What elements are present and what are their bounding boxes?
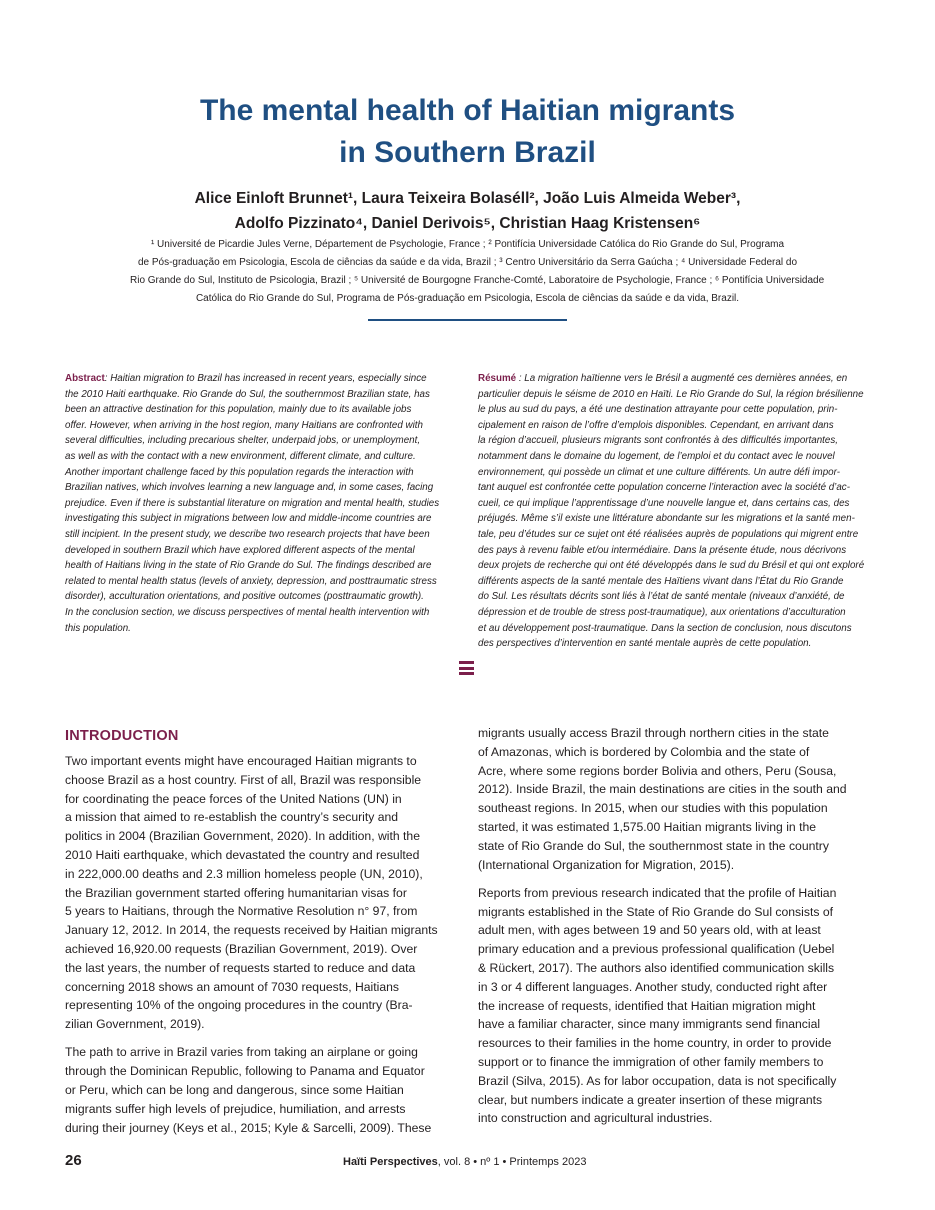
journal-footer: [343, 1156, 586, 1168]
authors-line-1: Alice Einloft Brunnet¹, Laura Teixeira Bolaséll², João Luis Almeida Weber³,: [194, 190, 741, 207]
resume-line: deux projets de recherche qui ont été développés dans le sud du Brésil et qui ont exploré: [478, 560, 865, 572]
journal-issue: , vol. 8 • nº 1 • Printemps 2023: [437, 1156, 587, 1168]
abstract-line: been an attractive destination for this population, mainly due to its available jobs: [65, 404, 412, 416]
body-line: started, it was estimated 1,575.00 Haitian migrants living in the: [478, 819, 817, 834]
abstract-line: offer. However, when arriving in the host region, many Haitians are confronted with: [65, 419, 423, 431]
resume-line: tant auquel est confrontée cette population concerne l’interaction avec la société d’ac-: [478, 482, 850, 494]
resume-line: [478, 371, 873, 387]
body-line: Two important events might have encouraged Haitian migrants to: [65, 754, 417, 768]
resume-line: la région d’accueil, plusieurs migrants sont confrontés à des difficultés importantes,: [478, 435, 838, 447]
body-line: of Amazonas, which is bordered by Colombia and the state of: [478, 744, 810, 759]
body-line: The path to arrive in Brazil varies from taking an airplane or going: [65, 1045, 418, 1060]
title-divider: [368, 319, 567, 321]
abstract-french: [478, 371, 873, 652]
abstract-line: developed in southern Brazil which have explored different aspects of the mental: [65, 544, 415, 556]
body-column-left: [65, 752, 460, 1137]
resume-line: dépression et de trouble de stress post-traumatique), aux orientations d’acculturation: [478, 606, 846, 618]
body-line: Brazil (Silva, 2015). As for labor occupation, data is not specifically: [478, 1073, 837, 1088]
affiliation-line: Rio Grande do Sul, Instituto de Psicologia, Brazil ; ⁵ Université de Bourgogne Franche-Comté, Laboratoire de Psychologie, France ; ⁶ Pontifícia Universidade: [130, 275, 825, 286]
resume-line: notamment dans le domaine du logement, de l’emploi et du contact avec le nouvel: [478, 450, 835, 462]
resume-line: des pays à revenu faible et/ou intermédiaire. Dans la présente étude, nous décrivons: [478, 544, 847, 556]
body-line: a mission that aimed to re-establish the country’s security and: [65, 810, 399, 825]
body-line: Acre, where some regions border Bolivia and others, Peru (Sousa,: [478, 763, 837, 778]
body-line: the increase of requests, identified that Haitian migration might: [478, 998, 816, 1013]
body-line: the last years, the number of requests started to reduce and data: [65, 960, 416, 975]
abstract-line: health of Haitians living in the state of Rio Grande do Sul. The findings described are: [65, 560, 432, 572]
abstract-label: Abstract: [65, 373, 105, 384]
resume-line: le plus au sud du pays, a été une destination attrayante pour cette population, prin-: [478, 404, 838, 416]
affiliation-line: ¹ Université de Picardie Jules Verne, Département de Psychologie, France ; ² Pontifícia Universidade Católica do Rio Grande do Sul, Programa: [150, 239, 785, 250]
body-line: concerning 2018 shows an amount of 7030 requests, Haitians: [65, 979, 400, 994]
title-line-1: The mental health of Haitian migrants: [199, 94, 736, 127]
abstract-line: still incipient. In the present study, we describe two research projects that have been: [65, 528, 430, 540]
resume-line: tale, peu d’études sur ce sujet ont été réalisées auprès de populations qui migrent entre: [478, 528, 859, 540]
abstract-line: this population.: [65, 622, 131, 634]
body-line: representing 10% of the ongoing procedures in the country (Bra-: [65, 998, 413, 1013]
resume-line: préjugés. Même s’il existe une littérature abondante sur les migrations et la santé men-: [478, 513, 855, 525]
menu-lines-icon: [459, 661, 474, 675]
body-column-right: [478, 724, 873, 1128]
authors-line-2: Adolfo Pizzinato⁴, Daniel Derivois⁵, Christian Haag Kristensen⁶: [234, 215, 701, 232]
article-title: [0, 90, 935, 174]
body-line: clear, but numbers indicate a greater insertion of these migrants: [478, 1092, 823, 1107]
abstract-english: [65, 371, 460, 636]
body-line: in 3 or 4 different languages. Another study, conducted right after: [478, 979, 828, 994]
body-line: 2012). Inside Brazil, the main destinations are cities in the south and: [478, 782, 847, 797]
section-heading: INTRODUCTION: [65, 728, 179, 744]
body-line: zilian Government, 2019).: [65, 1017, 205, 1032]
resume-line: des perspectives d’intervention en santé mentale auprès de cette population.: [478, 638, 812, 650]
affiliations: [130, 236, 825, 308]
page-number: 26: [65, 1152, 82, 1169]
body-line: achieved 16,920.00 requests (Brazilian Government, 2019). Over: [65, 941, 418, 956]
abstract-line: related to mental health status (levels of anxiety, depression, and posttraumatic stress: [65, 575, 437, 587]
abstract-line: [65, 371, 460, 387]
abstract-line: Another important challenge faced by this population regards the interaction with: [65, 466, 414, 478]
body-line: through the Dominican Republic, following to Panama and Equator: [65, 1064, 425, 1079]
resume-line: différents aspects de la santé mentale des Haïtiens vivant dans l’État du Rio Grande: [478, 575, 844, 587]
resume-line: do Sul. Les résultats décrits sont liés à l’état de santé mentale (niveaux d’anxiété, de: [478, 591, 845, 603]
abstract-line: In the conclusion section, we discuss perspectives of mental health intervention with: [65, 606, 430, 618]
body-line: in 222,000.00 deaths and 2.3 million homeless people (UN, 2010),: [65, 866, 423, 881]
body-line: migrants established in the State of Rio Grande do Sul consists of: [478, 904, 833, 919]
body-line: state of Rio Grande do Sul, the southernmost state in the country: [478, 838, 829, 853]
body-line: Reports from previous research indicated that the profile of Haitian: [478, 885, 837, 900]
body-line: support or to finance the immigration of other family members to: [478, 1055, 824, 1070]
body-line: politics in 2004 (Brazilian Government, 2020). In addition, with the: [65, 829, 420, 844]
resume-label: Résumé: [478, 373, 517, 384]
body-line: (International Organization for Migration, 2015).: [478, 857, 735, 872]
body-line: & Rückert, 2017). The authors also identified communication skills: [478, 961, 835, 976]
body-line: migrants usually access Brazil through northern cities in the state: [478, 726, 829, 740]
abstract-line: disorder), acculturation orientations, and positive outcomes (posttraumatic growth).: [65, 591, 424, 603]
affiliation-line: Católica do Rio Grande do Sul, Programa de Pós-graduação em Psicologia, Escola de ciências da saúde e da vida, Brazil.: [195, 293, 740, 304]
body-line: southeast regions. In 2015, when our studies with this population: [478, 801, 828, 816]
body-line: during their journey (Keys et al., 2015; Kyle & Sarcelli, 2009). These: [65, 1120, 432, 1135]
body-line: choose Brazil as a host country. First of all, Brazil was responsible: [65, 772, 422, 787]
author-list: [0, 186, 935, 236]
body-line: primary education and a previous professional qualification (Uebel: [478, 942, 835, 957]
resume-text: : La migration haïtienne vers le Brésil a augmenté ces dernières années, en: [516, 373, 848, 384]
body-line: have a familiar character, since many immigrants send financial: [478, 1017, 821, 1032]
body-line: January 12, 2012. In 2014, the requests received by Haitian migrants: [65, 923, 438, 938]
resume-line: et au développement post-traumatique. Dans la section de conclusion, nous discutons: [478, 622, 852, 634]
journal-name: Haïti Perspectives: [343, 1156, 438, 1168]
body-line: migrants suffer high levels of prejudice, humiliation, and arrests: [65, 1101, 406, 1116]
body-line: 5 years to Haitians, through the Normative Resolution n° 97, from: [65, 904, 418, 919]
abstract-line: the 2010 Haiti earthquake. Rio Grande do Sul, the southernmost Brazilian state, has: [65, 388, 430, 400]
body-line: or Peru, which can be long and dangerous, since some Haitian: [65, 1083, 404, 1098]
affiliation-line: de Pós-graduação em Psicologia, Escola de ciências da saúde e da vida, Brazil ; ³ Centro Universitário da Serra Gaúcha ; ⁴ Universidade Federal do: [137, 257, 798, 268]
body-line: adult men, with ages between 19 and 50 years old, with at least: [478, 923, 821, 938]
resume-line: particulier depuis le séisme de 2010 en Haïti. Le Rio Grande do Sul, la région brésilienne: [478, 388, 864, 400]
abstract-line: several difficulties, including precarious shelter, underpaid jobs, or unemployment,: [65, 435, 421, 447]
resume-line: environnement, qui possède un climat et une culture différents. Un autre défi impor-: [478, 466, 840, 478]
abstract-line: as well as with the contact with a new environment, different climate, and culture.: [65, 450, 416, 462]
abstract-line: prejudice. Even if there is substantial literature on migration and mental health, studies: [65, 497, 440, 509]
resume-line: cueil, ce qui implique l’apprentissage d’une nouvelle langue et, dans certains cas, des: [478, 497, 850, 509]
abstract-text: : Haitian migration to Brazil has increased in recent years, especially since: [104, 373, 427, 384]
body-line: for coordinating the peace forces of the United Nations (UN) in: [65, 791, 402, 806]
body-line: resources to their families in the home country, in order to provide: [478, 1036, 832, 1051]
title-line-2: in Southern Brazil: [339, 136, 596, 169]
resume-line: cipalement en raison de l’offre d’emplois disponibles. Cependant, en arrivant dans: [478, 419, 834, 431]
body-line: the Brazilian government started offering humanitarian visas for: [65, 885, 407, 900]
abstract-line: investigating this subject in migrations between low and middle-income countries are: [65, 513, 432, 525]
body-line: 2010 Haiti earthquake, which devastated the country and resulted: [65, 847, 420, 862]
abstract-line: Brazilian natives, which involves learning a new language and, in some cases, facing: [65, 482, 434, 494]
body-line: into construction and agricultural industries.: [478, 1111, 713, 1126]
